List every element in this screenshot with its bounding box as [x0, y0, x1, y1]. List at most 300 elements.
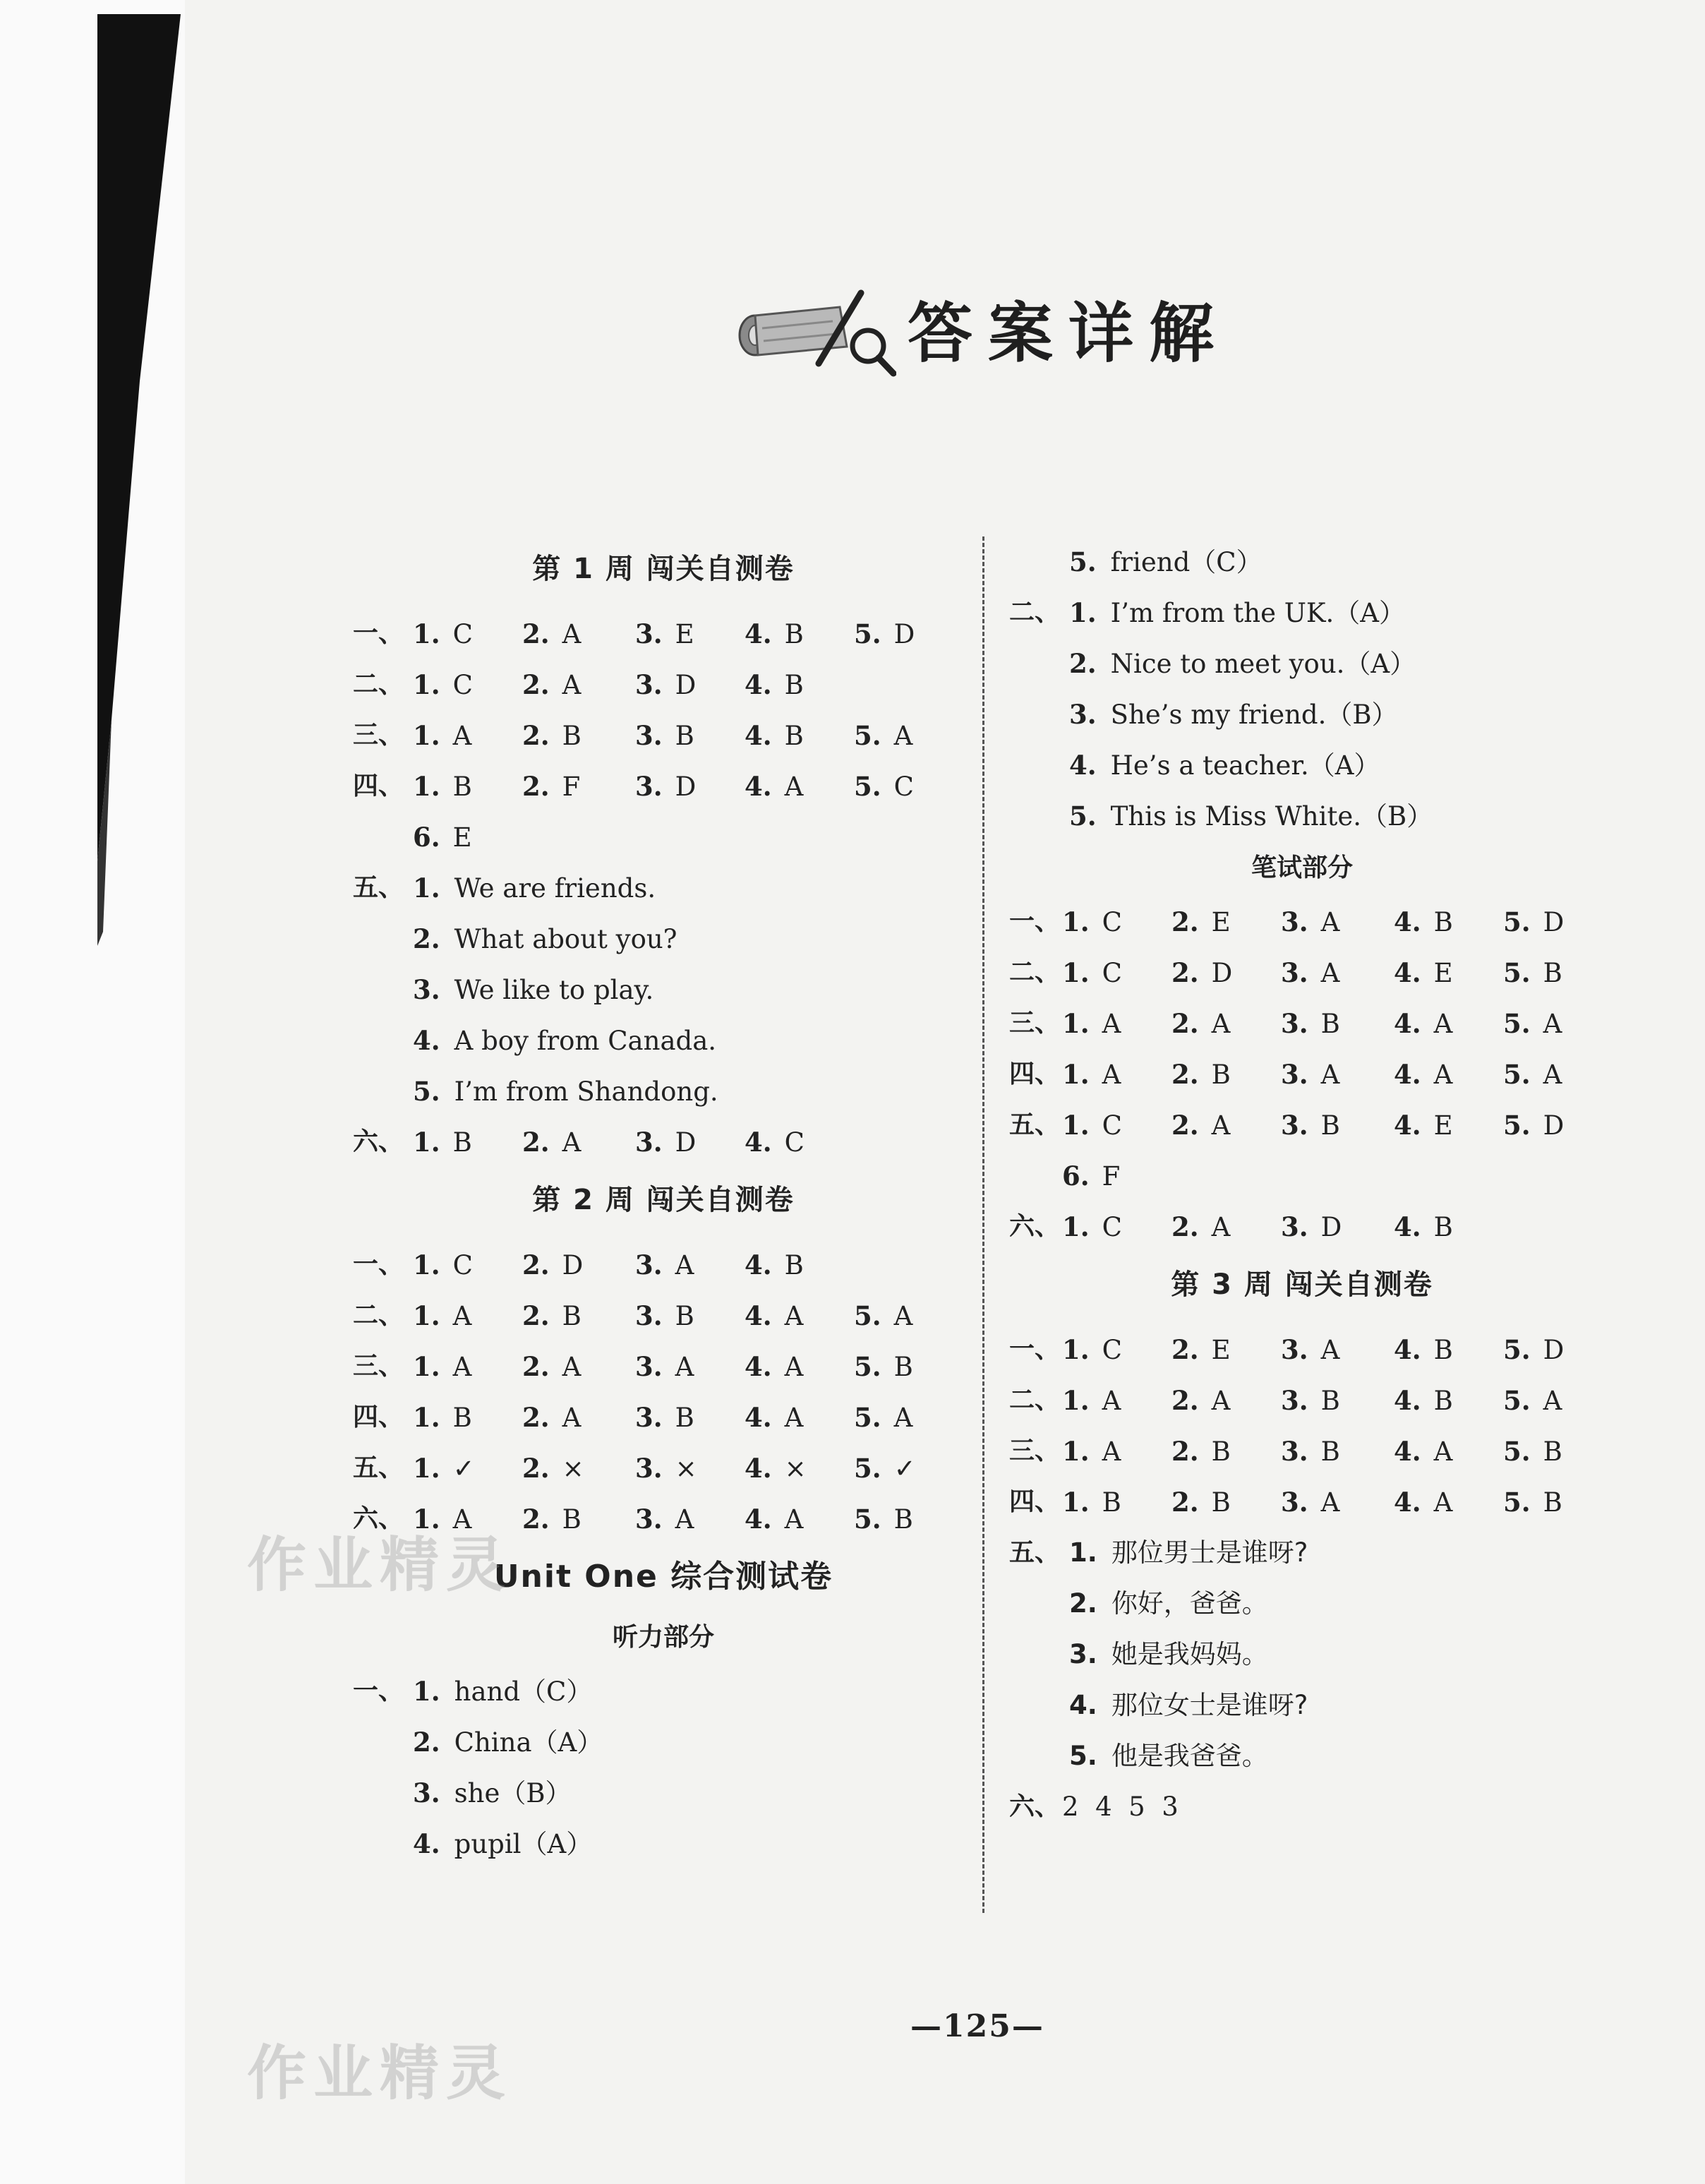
answer-item — [413, 1392, 472, 1444]
answer-value: A — [452, 1504, 472, 1535]
answer-value: B — [784, 1250, 804, 1280]
answer-item — [745, 659, 804, 711]
answer-value: D — [1543, 1335, 1565, 1365]
answer-line — [353, 863, 974, 913]
answer-item — [1062, 1201, 1122, 1253]
answer-value: F — [562, 772, 581, 802]
question-number: 1. — [413, 1676, 440, 1707]
answer-item — [745, 1494, 803, 1545]
question-number: 1. — [413, 1402, 440, 1433]
answer-sentence — [413, 1818, 592, 1870]
answer-item — [522, 1117, 581, 1168]
answer-value: A — [1102, 1436, 1121, 1467]
answer-item — [1394, 1477, 1452, 1528]
question-number: 2. — [522, 1351, 550, 1382]
question-number: 2. — [1171, 1059, 1199, 1090]
answer-item — [745, 761, 803, 812]
answer-line — [1009, 638, 1595, 689]
section-heading: Unit One 综合测试卷 — [493, 1559, 833, 1595]
answer-value: B — [1211, 1436, 1231, 1467]
answer-item — [413, 1290, 471, 1342]
answer-value: C — [1102, 907, 1122, 937]
answer-item — [1062, 1100, 1122, 1151]
answer-line — [1009, 587, 1595, 638]
question-number: 2. — [522, 1300, 550, 1331]
answer-value: D — [1543, 1110, 1565, 1141]
answer-item — [745, 710, 804, 762]
question-number: 4. — [413, 1828, 440, 1859]
question-number: 5. — [1503, 1385, 1531, 1416]
answer-row — [1009, 1324, 1595, 1375]
answer-item — [635, 1494, 694, 1545]
answer-value: B — [562, 1504, 582, 1535]
answer-row — [353, 710, 974, 761]
question-number: 1. — [1062, 1334, 1090, 1365]
answer-row — [1009, 947, 1595, 998]
answer-item — [413, 1443, 475, 1494]
answer-value: A — [452, 1301, 472, 1331]
question-number: 3. — [1281, 906, 1308, 937]
answer-item — [1062, 1151, 1120, 1202]
question-number: 4. — [745, 1453, 772, 1484]
column-divider — [982, 536, 984, 1913]
answer-item — [1062, 947, 1122, 999]
section-heading: 笔试部分 — [1251, 853, 1353, 882]
answer-sentence — [1069, 587, 1405, 639]
answer-item — [1281, 1426, 1340, 1477]
question-number: 2. — [522, 669, 550, 700]
answer-value: A — [784, 1403, 804, 1433]
answer-item — [1394, 998, 1452, 1050]
answer-value: A — [562, 1127, 582, 1158]
answer-sentence — [413, 1768, 572, 1819]
answer-item — [1062, 998, 1121, 1050]
answer-item — [1281, 1324, 1339, 1376]
question-number: 4. — [1069, 1690, 1097, 1720]
answer-value: A — [675, 1504, 694, 1535]
answer-value: E — [452, 822, 472, 853]
answer-sentence — [413, 1666, 592, 1717]
answer-item — [1281, 1201, 1342, 1253]
question-number: 3. — [1069, 699, 1097, 730]
answer-value: C — [452, 670, 473, 700]
answer-item — [1171, 1477, 1231, 1528]
answer-value: B — [1543, 958, 1562, 988]
question-number: 3. — [635, 1249, 663, 1280]
answer-item — [522, 1392, 581, 1444]
answer-item — [635, 1392, 694, 1444]
answer-line — [353, 913, 974, 964]
answer-line — [1009, 1731, 1595, 1782]
answer-text: We are friends. — [454, 873, 656, 904]
answer-text: She’s my friend.（B） — [1110, 700, 1398, 730]
answer-item — [854, 608, 915, 660]
answer-line — [1009, 1629, 1595, 1680]
answer-row — [353, 812, 974, 863]
answer-text: This is Miss White.（B） — [1110, 801, 1433, 832]
answer-item — [854, 1290, 912, 1342]
answer-value: A — [1433, 1436, 1453, 1467]
answer-item — [1503, 947, 1562, 999]
answer-line — [353, 1666, 974, 1717]
question-number: 1. — [413, 669, 440, 700]
answer-item — [413, 1240, 473, 1291]
answer-row — [1009, 1477, 1595, 1528]
answer-value: A — [893, 1301, 913, 1331]
answer-item — [522, 761, 580, 812]
question-section-label: 四、 — [1009, 1060, 1061, 1088]
answer-sentence — [1069, 1629, 1268, 1680]
answer-value: C — [1102, 1110, 1122, 1141]
question-number: 5. — [1069, 800, 1097, 832]
answer-value: A — [452, 721, 472, 751]
question-number: 2. — [522, 1127, 550, 1158]
answer-sentence — [413, 1066, 718, 1117]
question-number: 2. — [1171, 1385, 1199, 1416]
answer-item — [1503, 1477, 1562, 1528]
question-number: 2. — [1171, 1436, 1199, 1467]
answer-row — [353, 608, 974, 659]
answer-row — [1009, 1049, 1595, 1100]
answer-value: E — [1433, 958, 1453, 988]
question-number: 1. — [413, 720, 440, 751]
question-number: 5. — [854, 1453, 881, 1484]
question-number: 1. — [413, 771, 440, 802]
scroll-pen-magnifier-icon — [734, 279, 896, 378]
section-heading: 第 3 周 闯关自测卷 — [1171, 1268, 1433, 1301]
answer-value: × — [784, 1453, 807, 1484]
answer-text: 她是我妈妈。 — [1111, 1639, 1268, 1669]
question-number: 1. — [1062, 1385, 1090, 1416]
answer-item — [522, 1494, 582, 1545]
answer-row — [1009, 998, 1595, 1049]
question-number: 4. — [745, 1127, 772, 1158]
answer-item — [635, 1341, 694, 1393]
answer-value: ✓ — [452, 1453, 475, 1484]
answer-item — [1503, 1375, 1562, 1427]
answer-value: A — [452, 1352, 472, 1382]
answer-value: B — [784, 721, 804, 751]
answer-item — [1281, 1375, 1340, 1427]
question-number: 3. — [1281, 1008, 1308, 1039]
answer-row — [353, 659, 974, 710]
page-header — [734, 268, 1242, 388]
question-section-label: 六、 — [1009, 1212, 1061, 1241]
answer-value: B — [562, 721, 582, 751]
answer-row — [1009, 1151, 1595, 1201]
question-number: 1. — [413, 1127, 440, 1158]
right-column — [1009, 536, 1595, 1832]
question-number: 3. — [413, 1777, 440, 1808]
question-number: 1. — [1062, 1487, 1090, 1518]
question-number: 3. — [635, 1127, 663, 1158]
question-number: 4. — [745, 669, 772, 700]
question-number: 1. — [1062, 1211, 1090, 1242]
answer-value: A — [1320, 958, 1340, 988]
question-number: 5. — [1503, 1059, 1531, 1090]
answer-item — [1062, 896, 1122, 948]
answer-value: B — [784, 619, 804, 649]
question-number: 3. — [1281, 1436, 1308, 1467]
answer-line — [353, 964, 974, 1015]
question-number: 1. — [1069, 1537, 1097, 1568]
answer-value: A — [1102, 1386, 1121, 1416]
answer-value: A — [1211, 1009, 1231, 1039]
question-number: 4. — [745, 1402, 772, 1433]
answer-sentence — [1069, 1680, 1308, 1731]
question-number: 3. — [413, 974, 440, 1005]
question-number: 3. — [1281, 1059, 1308, 1090]
answer-item — [854, 710, 912, 762]
answer-item — [1062, 1426, 1121, 1477]
question-number: 4. — [1394, 1008, 1421, 1039]
question-number: 1. — [413, 872, 440, 904]
answer-value: B — [452, 772, 472, 802]
question-number: 2. — [1069, 1588, 1097, 1619]
answer-item — [635, 1290, 694, 1342]
answer-item — [1171, 1100, 1230, 1151]
question-section-label: 一、 — [353, 619, 404, 648]
answer-line — [1009, 689, 1595, 740]
question-number: 4. — [1394, 1211, 1421, 1242]
answer-value: A — [1543, 1386, 1562, 1416]
answer-item — [522, 710, 582, 762]
answer-value: A — [1543, 1060, 1562, 1090]
answer-line — [1009, 1680, 1595, 1731]
answer-item — [1171, 1201, 1230, 1253]
answer-item — [1281, 1049, 1339, 1100]
answer-text: pupil（A） — [454, 1829, 593, 1859]
question-number: 4. — [1394, 1334, 1421, 1365]
answer-value: A — [1320, 1335, 1340, 1365]
answer-value: A — [893, 1403, 913, 1433]
answer-value: A — [1320, 1487, 1340, 1518]
answer-text: We like to play. — [454, 975, 654, 1005]
question-number: 4. — [1394, 1110, 1421, 1141]
answer-value: A — [1211, 1212, 1231, 1242]
answer-text: Nice to meet you.（A） — [1110, 649, 1416, 679]
question-number: 5. — [1503, 1110, 1531, 1141]
section-heading: 第 2 周 闯关自测卷 — [532, 1184, 795, 1216]
answer-value: ✓ — [893, 1453, 916, 1484]
answer-item — [522, 1341, 581, 1393]
answer-line — [1009, 536, 1595, 587]
question-section-label: 六、 — [1009, 1792, 1061, 1821]
question-number: 3. — [1281, 1110, 1308, 1141]
answer-value: A — [562, 670, 582, 700]
answer-row — [1009, 1426, 1595, 1477]
answer-value: B — [784, 670, 804, 700]
question-number: 4. — [1394, 1385, 1421, 1416]
question-number: 6. — [1062, 1160, 1090, 1192]
question-number: 2. — [1171, 1110, 1199, 1141]
question-number: 3. — [1069, 1639, 1097, 1669]
answer-sentence — [1069, 689, 1398, 740]
question-number: 2. — [522, 618, 550, 649]
question-section-label: 三、 — [353, 721, 404, 750]
answer-item — [1394, 1201, 1453, 1253]
question-number: 3. — [1281, 1211, 1308, 1242]
answer-item — [1171, 896, 1231, 948]
answer-value: D — [1543, 907, 1565, 937]
question-number: 4. — [1394, 906, 1421, 937]
answer-item — [1394, 1375, 1453, 1427]
answer-value: C — [1102, 1335, 1122, 1365]
answer-item — [745, 608, 804, 660]
answer-value: D — [675, 772, 697, 802]
answer-value: B — [1320, 1110, 1340, 1141]
answer-value: D — [675, 670, 697, 700]
answer-value: B — [675, 1301, 694, 1331]
answer-row — [353, 1341, 974, 1392]
question-number: 2. — [1069, 648, 1097, 679]
answer-value: B — [893, 1352, 913, 1382]
answer-value: A — [1433, 1009, 1453, 1039]
answer-item — [1062, 1375, 1121, 1427]
answer-row — [353, 761, 974, 812]
question-section-label: 一、 — [353, 1250, 404, 1279]
answer-value: A — [784, 1504, 804, 1535]
answer-sentence — [1069, 536, 1263, 588]
answer-item — [635, 1443, 697, 1494]
answer-text: hand（C） — [454, 1676, 593, 1707]
answer-value: A — [784, 1352, 804, 1382]
answer-item — [854, 1392, 912, 1444]
answer-value: A — [1102, 1009, 1121, 1039]
answer-item — [1394, 1426, 1452, 1477]
question-section-label: 二、 — [1009, 598, 1061, 627]
question-number: 3. — [635, 1300, 663, 1331]
answer-item — [1281, 1100, 1340, 1151]
question-number: 3. — [635, 771, 663, 802]
question-number: 5. — [854, 1402, 881, 1433]
question-section-label: 五、 — [1009, 1538, 1061, 1567]
answer-line — [1009, 1578, 1595, 1629]
question-section-label: 一、 — [353, 1676, 404, 1705]
answer-sentence — [1069, 791, 1433, 842]
answer-sentence — [413, 964, 653, 1016]
answer-item — [1281, 998, 1340, 1050]
question-number: 1. — [1062, 1436, 1090, 1467]
question-number: 4. — [1394, 1436, 1421, 1467]
question-number: 5. — [1503, 957, 1531, 988]
answer-item — [1503, 998, 1562, 1050]
page-number: —125— — [910, 2008, 1044, 2044]
question-number: 4. — [1394, 957, 1421, 988]
answer-item — [635, 761, 696, 812]
answer-item — [1503, 1324, 1564, 1376]
question-section-label: 四、 — [353, 1403, 404, 1432]
answer-sentence — [1069, 1528, 1308, 1578]
answer-text: she（B） — [454, 1778, 572, 1808]
answer-item — [1281, 896, 1339, 948]
answer-text: China（A） — [454, 1727, 603, 1758]
answer-value: C — [784, 1127, 805, 1158]
answer-line — [1009, 791, 1595, 841]
question-number: 2. — [522, 1453, 550, 1484]
answer-value: E — [1211, 907, 1231, 937]
question-number: 2. — [1171, 1008, 1199, 1039]
answer-item — [854, 1494, 913, 1545]
answer-item — [1503, 1100, 1564, 1151]
question-number: 4. — [1394, 1059, 1421, 1090]
question-number: 3. — [635, 1453, 663, 1484]
question-number: 2. — [1171, 906, 1199, 937]
question-number: 1. — [413, 1453, 440, 1484]
answer-item — [413, 1117, 472, 1168]
question-number: 2. — [522, 1249, 550, 1280]
answer-item — [413, 1341, 471, 1393]
question-section-label: 六、 — [353, 1504, 404, 1533]
answer-value: B — [675, 721, 694, 751]
answer-text: I’m from the UK.（A） — [1110, 598, 1406, 628]
answer-item — [1394, 1100, 1453, 1151]
answer-value: B — [1211, 1487, 1231, 1518]
answer-value: B — [1543, 1487, 1562, 1518]
watermark-1: 作业精灵 — [247, 1530, 513, 1600]
answer-item — [1394, 1049, 1452, 1100]
answer-item — [1171, 1375, 1230, 1427]
answer-value: B — [1543, 1436, 1562, 1467]
question-section-label: 六、 — [353, 1127, 404, 1156]
answer-item — [1281, 947, 1339, 999]
question-number: 5. — [854, 1351, 881, 1382]
answer-value: A — [1433, 1487, 1453, 1518]
answer-line — [353, 1015, 974, 1066]
answer-line — [353, 1717, 974, 1768]
answer-value: B — [1320, 1436, 1340, 1467]
question-number: 3. — [1281, 1385, 1308, 1416]
answer-item — [745, 1341, 803, 1393]
answer-item — [745, 1240, 804, 1291]
answer-item — [1171, 998, 1230, 1050]
answer-item — [522, 1290, 582, 1342]
answer-value: D — [1211, 958, 1233, 988]
answer-row — [1009, 896, 1595, 947]
answer-value: D — [562, 1250, 584, 1280]
answer-row — [353, 1240, 974, 1290]
answer-value: A — [562, 1352, 582, 1382]
answer-item — [413, 608, 473, 660]
answer-sentence — [413, 913, 677, 965]
question-section-label: 二、 — [1009, 958, 1061, 987]
question-section-label: 五、 — [353, 873, 404, 902]
question-number: 1. — [1062, 1110, 1090, 1141]
question-number: 1. — [413, 1504, 440, 1535]
answer-value: E — [1211, 1335, 1231, 1365]
question-number: 2. — [522, 720, 550, 751]
answer-value: B — [1320, 1386, 1340, 1416]
answer-item — [635, 1240, 694, 1291]
answer-text: He’s a teacher.（A） — [1110, 750, 1380, 781]
answer-value: B — [1102, 1487, 1121, 1518]
answer-item — [635, 608, 694, 660]
answer-value: B — [1433, 1335, 1453, 1365]
answer-item — [1171, 947, 1232, 999]
question-number: 1. — [1069, 597, 1097, 628]
question-number: 5. — [1503, 1008, 1531, 1039]
answer-text: What about you? — [454, 924, 677, 954]
answer-value: C — [1102, 958, 1122, 988]
answer-item — [1503, 1049, 1562, 1100]
question-number: 5. — [1503, 1436, 1531, 1467]
answer-line — [353, 1768, 974, 1818]
question-number: 3. — [635, 618, 663, 649]
answer-value: A — [1320, 1060, 1340, 1090]
question-section-label: 五、 — [353, 1453, 404, 1482]
answer-value: C — [452, 619, 473, 649]
answer-item — [745, 1117, 805, 1168]
